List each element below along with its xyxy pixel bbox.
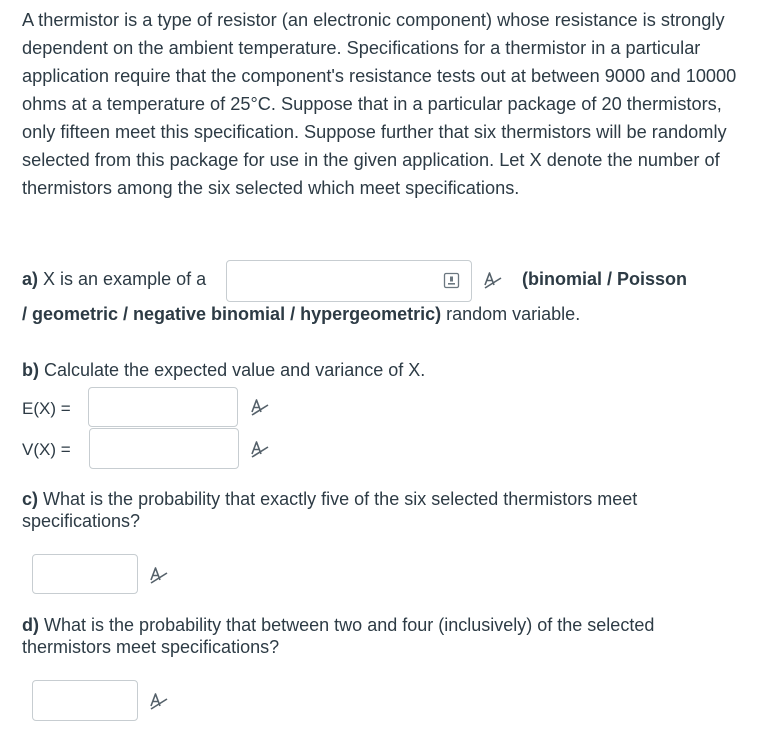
part-d-text: What is the probability that between two and four (inclusively) of the selected thermistors meet specifications?: [22, 615, 655, 657]
part-b-question: [22, 359, 425, 381]
answer-format-icon[interactable]: [148, 565, 170, 585]
part-a-prefix: X is an example of a: [43, 269, 207, 289]
ex-label: E(X) =: [22, 399, 71, 418]
part-d-question: [22, 614, 722, 658]
part-a-line2: [22, 303, 580, 325]
problem-intro: A thermistor is a type of resistor (an electronic component) whose resistance is strongly dependent on the ambient temperature. Specifications for a thermistor in a particular application require that the component's resistance tests out at between 9000 and 10000 ohms at a temperature of 25°C. Suppose that in a particular package of 20 thermistors, only fifteen meet this specification. Suppose further that six thermistors will be randomly selected from this package for use in the given application. Let X denote the number of thermistors among the six selected which meet specifications.: [22, 10, 737, 198]
answer-format-icon[interactable]: [249, 439, 271, 459]
part-b-text: Calculate the expected value and variance of X.: [44, 360, 426, 380]
part-a-label: a): [22, 269, 39, 289]
answer-format-icon[interactable]: [249, 397, 271, 417]
vx-input[interactable]: [89, 428, 239, 469]
part-c-text: What is the probability that exactly five of the six selected thermistors meet specifications?: [22, 489, 638, 531]
part-a-line1: [22, 268, 206, 290]
part-c-question: [22, 488, 722, 532]
answer-format-icon[interactable]: [148, 691, 170, 711]
answer-format-icon[interactable]: [482, 270, 504, 290]
part-d-answer-input[interactable]: [32, 680, 138, 721]
part-a-answer-input[interactable]: [226, 260, 472, 302]
part-c-answer-input[interactable]: [32, 554, 138, 594]
part-a-suffix: random variable.: [446, 304, 581, 324]
part-b-label: b): [22, 360, 39, 380]
ex-input[interactable]: [88, 387, 238, 427]
keyboard-icon[interactable]: [443, 272, 460, 289]
part-c-label: c): [22, 489, 39, 509]
vx-label: V(X) =: [22, 440, 71, 459]
part-a-options-line1: (binomial / Poisson: [522, 269, 688, 289]
part-d-label: d): [22, 615, 39, 635]
part-a-options-line2: / geometric / negative binomial / hypergeometric): [22, 304, 442, 324]
